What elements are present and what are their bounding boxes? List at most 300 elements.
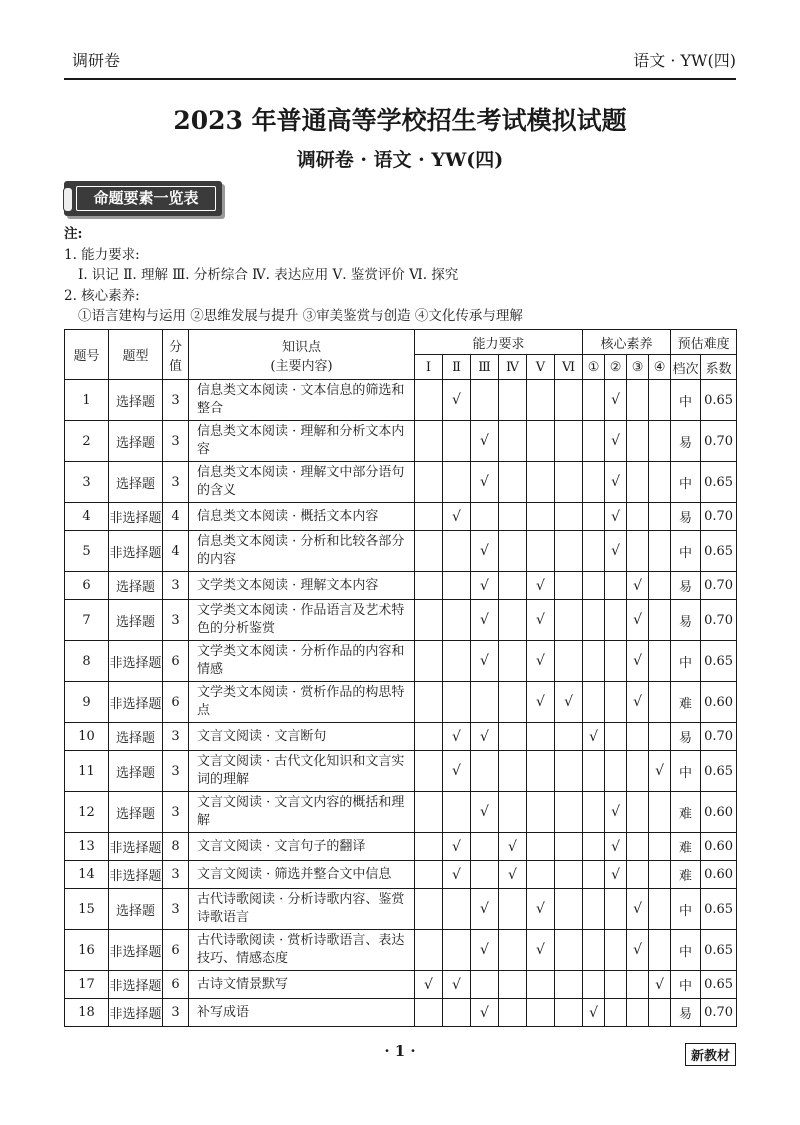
col-header-coef: 系数 bbox=[701, 355, 737, 380]
cell-level: 中 bbox=[671, 889, 701, 930]
cell-no: 16 bbox=[65, 930, 109, 971]
cell-core-1 bbox=[583, 833, 605, 861]
cell-core-4 bbox=[649, 792, 671, 833]
cell-core-1 bbox=[583, 462, 605, 503]
cell-no: 18 bbox=[65, 999, 109, 1027]
cell-coef: 0.65 bbox=[701, 380, 737, 421]
cell-knowledge: 文学类文本阅读 · 作品语言及艺术特色的分析鉴赏 bbox=[189, 600, 415, 641]
cell-ability-1 bbox=[415, 751, 443, 792]
cell-ability-3 bbox=[471, 930, 499, 971]
cell-no: 10 bbox=[65, 723, 109, 751]
table-row bbox=[65, 641, 737, 682]
cell-ability-5 bbox=[527, 792, 555, 833]
cell-ability-2 bbox=[443, 380, 471, 421]
cell-knowledge: 古代诗歌阅读 · 分析诗歌内容、鉴赏诗歌语言 bbox=[189, 889, 415, 930]
cell-no: 9 bbox=[65, 682, 109, 723]
cell-ability-5 bbox=[527, 641, 555, 682]
ability-col-6: Ⅵ bbox=[555, 355, 583, 380]
cell-score: 6 bbox=[163, 682, 189, 723]
cell-ability-3 bbox=[471, 723, 499, 751]
cell-score: 3 bbox=[163, 421, 189, 462]
check-mark-icon: √ bbox=[452, 392, 461, 408]
core-items: ①语言建构与运用 ②思维发展与提升 ③审美鉴赏与创造 ④文化传承与理解 bbox=[78, 308, 523, 324]
cell-score: 3 bbox=[163, 889, 189, 930]
cell-type: 非选择题 bbox=[109, 971, 163, 999]
check-mark-icon: √ bbox=[452, 508, 461, 525]
cell-ability-5 bbox=[527, 380, 555, 421]
cell-level: 易 bbox=[671, 572, 701, 600]
cell-knowledge: 文言文阅读 · 古代文化知识和文言实词的理解 bbox=[189, 751, 415, 792]
cell-ability-3 bbox=[471, 971, 499, 999]
cell-ability-5 bbox=[527, 751, 555, 792]
cell-ability-6 bbox=[555, 792, 583, 833]
cell-ability-6 bbox=[555, 421, 583, 462]
table-row bbox=[65, 600, 737, 641]
cell-no: 2 bbox=[65, 421, 109, 462]
cell-core-2 bbox=[605, 421, 627, 462]
cell-knowledge: 信息类文本阅读 · 文本信息的筛选和整合 bbox=[189, 380, 415, 421]
col-header-knowledge bbox=[189, 330, 415, 380]
cell-type: 非选择题 bbox=[109, 641, 163, 682]
cell-core-2 bbox=[605, 999, 627, 1027]
cell-ability-5 bbox=[527, 531, 555, 572]
ability-col-2: Ⅱ bbox=[443, 355, 471, 380]
cell-score: 6 bbox=[163, 930, 189, 971]
cell-ability-2 bbox=[443, 833, 471, 861]
cell-score: 6 bbox=[163, 641, 189, 682]
cell-no: 14 bbox=[65, 861, 109, 889]
check-mark-icon: √ bbox=[611, 866, 620, 883]
cell-core-4 bbox=[649, 833, 671, 861]
scroll-icon bbox=[63, 187, 73, 212]
core-col-1: ① bbox=[583, 355, 605, 380]
check-mark-icon: √ bbox=[633, 653, 642, 669]
cell-core-3 bbox=[627, 462, 649, 503]
cell-score: 4 bbox=[163, 503, 189, 531]
col-header-core: 核心素养 bbox=[583, 330, 671, 355]
table-row bbox=[65, 930, 737, 971]
cell-core-4 bbox=[649, 380, 671, 421]
cell-ability-6 bbox=[555, 572, 583, 600]
cell-knowledge: 信息类文本阅读 · 概括文本内容 bbox=[189, 503, 415, 531]
table-row bbox=[65, 503, 737, 531]
cell-core-4 bbox=[649, 861, 671, 889]
cell-ability-4 bbox=[499, 723, 527, 751]
table-row bbox=[65, 971, 737, 999]
cell-score: 8 bbox=[163, 833, 189, 861]
cell-core-4 bbox=[649, 462, 671, 503]
cell-core-2 bbox=[605, 682, 627, 723]
cell-core-1 bbox=[583, 531, 605, 572]
cell-core-3 bbox=[627, 641, 649, 682]
cell-score: 3 bbox=[163, 723, 189, 751]
table-row bbox=[65, 531, 737, 572]
cell-level: 难 bbox=[671, 682, 701, 723]
check-mark-icon: √ bbox=[452, 838, 461, 855]
cell-level: 易 bbox=[671, 600, 701, 641]
cell-core-4 bbox=[649, 641, 671, 682]
cell-core-3 bbox=[627, 792, 649, 833]
check-mark-icon: √ bbox=[611, 474, 620, 490]
cell-ability-4 bbox=[499, 531, 527, 572]
cell-ability-2 bbox=[443, 421, 471, 462]
cell-level: 中 bbox=[671, 641, 701, 682]
cell-ability-6 bbox=[555, 723, 583, 751]
cell-type: 选择题 bbox=[109, 723, 163, 751]
check-mark-icon: √ bbox=[452, 976, 461, 993]
col-header-type: 题型 bbox=[109, 330, 163, 380]
cell-level: 易 bbox=[671, 421, 701, 462]
cell-core-2 bbox=[605, 572, 627, 600]
cell-coef: 0.70 bbox=[701, 503, 737, 531]
cell-type: 选择题 bbox=[109, 751, 163, 792]
cell-ability-5 bbox=[527, 889, 555, 930]
cell-ability-1 bbox=[415, 723, 443, 751]
page-title: 2023 年普通高等学校招生考试模拟试题 bbox=[173, 106, 627, 135]
cell-level: 中 bbox=[671, 971, 701, 999]
cell-ability-1 bbox=[415, 641, 443, 682]
cell-ability-4 bbox=[499, 861, 527, 889]
check-mark-icon: √ bbox=[564, 694, 573, 710]
exam-elements-table bbox=[64, 329, 737, 1027]
cell-core-1 bbox=[583, 889, 605, 930]
cell-ability-5 bbox=[527, 999, 555, 1027]
cell-coef: 0.70 bbox=[701, 572, 737, 600]
cell-ability-2 bbox=[443, 723, 471, 751]
col-header-level: 档次 bbox=[671, 355, 701, 380]
check-mark-icon: √ bbox=[480, 433, 489, 449]
check-mark-icon: √ bbox=[508, 838, 517, 855]
cell-knowledge: 文学类文本阅读 · 理解文本内容 bbox=[189, 572, 415, 600]
check-mark-icon: √ bbox=[536, 901, 545, 917]
cell-coef: 0.65 bbox=[701, 462, 737, 503]
check-mark-icon: √ bbox=[611, 543, 620, 559]
table-row bbox=[65, 421, 737, 462]
check-mark-icon: √ bbox=[536, 942, 545, 958]
cell-coef: 0.65 bbox=[701, 971, 737, 999]
check-mark-icon: √ bbox=[480, 653, 489, 669]
cell-ability-5 bbox=[527, 421, 555, 462]
check-mark-icon: √ bbox=[480, 901, 489, 917]
check-mark-icon: √ bbox=[633, 942, 642, 958]
knowledge-title: 知识点 bbox=[281, 339, 321, 355]
cell-ability-4 bbox=[499, 682, 527, 723]
cell-ability-3 bbox=[471, 682, 499, 723]
cell-type: 非选择题 bbox=[109, 682, 163, 723]
cell-ability-4 bbox=[499, 751, 527, 792]
cell-core-2 bbox=[605, 641, 627, 682]
cell-ability-4 bbox=[499, 503, 527, 531]
cell-ability-5 bbox=[527, 462, 555, 503]
cell-coef: 0.65 bbox=[701, 889, 737, 930]
check-mark-icon: √ bbox=[424, 976, 433, 993]
cell-core-1 bbox=[583, 792, 605, 833]
check-mark-icon: √ bbox=[508, 866, 517, 883]
cell-ability-6 bbox=[555, 503, 583, 531]
cell-ability-3 bbox=[471, 600, 499, 641]
cell-level: 中 bbox=[671, 531, 701, 572]
cell-score: 6 bbox=[163, 971, 189, 999]
cell-score: 3 bbox=[163, 999, 189, 1027]
cell-knowledge: 文言文阅读 · 筛选并整合文中信息 bbox=[189, 861, 415, 889]
cell-ability-2 bbox=[443, 531, 471, 572]
cell-score: 3 bbox=[163, 751, 189, 792]
section-banner-label: 命题要素一览表 bbox=[76, 186, 216, 211]
cell-coef: 0.60 bbox=[701, 833, 737, 861]
cell-level: 中 bbox=[671, 930, 701, 971]
cell-level: 中 bbox=[671, 380, 701, 421]
table-row bbox=[65, 861, 737, 889]
cell-ability-3 bbox=[471, 792, 499, 833]
cell-core-1 bbox=[583, 572, 605, 600]
cell-core-2 bbox=[605, 723, 627, 751]
ability-col-4: Ⅳ bbox=[499, 355, 527, 380]
cell-core-2 bbox=[605, 751, 627, 792]
cell-ability-2 bbox=[443, 930, 471, 971]
cell-coef: 0.65 bbox=[701, 531, 737, 572]
cell-ability-2 bbox=[443, 751, 471, 792]
cell-ability-2 bbox=[443, 641, 471, 682]
cell-no: 11 bbox=[65, 751, 109, 792]
cell-ability-5 bbox=[527, 600, 555, 641]
check-mark-icon: √ bbox=[536, 612, 545, 628]
check-mark-icon: √ bbox=[452, 728, 461, 745]
cell-core-4 bbox=[649, 999, 671, 1027]
cell-ability-1 bbox=[415, 380, 443, 421]
cell-level: 易 bbox=[671, 723, 701, 751]
col-header-difficulty: 预估难度 bbox=[671, 330, 737, 355]
cell-ability-5 bbox=[527, 861, 555, 889]
cell-ability-4 bbox=[499, 641, 527, 682]
cell-core-4 bbox=[649, 572, 671, 600]
cell-ability-6 bbox=[555, 641, 583, 682]
cell-core-3 bbox=[627, 682, 649, 723]
cell-no: 8 bbox=[65, 641, 109, 682]
cell-level: 难 bbox=[671, 861, 701, 889]
core-col-4: ④ bbox=[649, 355, 671, 380]
cell-ability-5 bbox=[527, 930, 555, 971]
cell-core-1 bbox=[583, 751, 605, 792]
cell-type: 选择题 bbox=[109, 380, 163, 421]
table-row bbox=[65, 572, 737, 600]
check-mark-icon: √ bbox=[480, 804, 489, 820]
cell-core-3 bbox=[627, 421, 649, 462]
cell-type: 非选择题 bbox=[109, 861, 163, 889]
ability-col-3: Ⅲ bbox=[471, 355, 499, 380]
cell-ability-5 bbox=[527, 723, 555, 751]
header-left: 调研卷 bbox=[72, 51, 121, 70]
cell-core-3 bbox=[627, 572, 649, 600]
cell-ability-1 bbox=[415, 930, 443, 971]
cell-ability-5 bbox=[527, 572, 555, 600]
cell-ability-1 bbox=[415, 999, 443, 1027]
cell-coef: 0.70 bbox=[701, 600, 737, 641]
notes-label: 注: bbox=[64, 226, 83, 242]
cell-core-4 bbox=[649, 600, 671, 641]
cell-ability-5 bbox=[527, 971, 555, 999]
cell-ability-2 bbox=[443, 889, 471, 930]
table-row bbox=[65, 792, 737, 833]
cell-ability-3 bbox=[471, 421, 499, 462]
ability-col-1: Ⅰ bbox=[415, 355, 443, 380]
cell-no: 1 bbox=[65, 380, 109, 421]
cell-type: 非选择题 bbox=[109, 930, 163, 971]
cell-type: 非选择题 bbox=[109, 833, 163, 861]
cell-knowledge: 信息类文本阅读 · 理解文中部分语句的含义 bbox=[189, 462, 415, 503]
cell-ability-2 bbox=[443, 462, 471, 503]
cell-coef: 0.70 bbox=[701, 421, 737, 462]
cell-no: 3 bbox=[65, 462, 109, 503]
cell-core-1 bbox=[583, 723, 605, 751]
cell-ability-1 bbox=[415, 462, 443, 503]
cell-ability-4 bbox=[499, 421, 527, 462]
cell-core-4 bbox=[649, 751, 671, 792]
cell-level: 中 bbox=[671, 751, 701, 792]
table-row bbox=[65, 723, 737, 751]
col-header-no: 题号 bbox=[65, 330, 109, 380]
cell-core-2 bbox=[605, 833, 627, 861]
cell-knowledge: 补写成语 bbox=[189, 999, 415, 1027]
check-mark-icon: √ bbox=[589, 728, 598, 745]
cell-core-3 bbox=[627, 503, 649, 531]
cell-coef: 0.70 bbox=[701, 723, 737, 751]
cell-ability-3 bbox=[471, 861, 499, 889]
cell-ability-1 bbox=[415, 421, 443, 462]
table-row bbox=[65, 462, 737, 503]
notes bbox=[64, 224, 523, 327]
cell-type: 选择题 bbox=[109, 572, 163, 600]
cell-ability-3 bbox=[471, 751, 499, 792]
cell-ability-5 bbox=[527, 833, 555, 861]
cell-ability-2 bbox=[443, 572, 471, 600]
ability-col-5: Ⅴ bbox=[527, 355, 555, 380]
cell-ability-2 bbox=[443, 861, 471, 889]
header-right: 语文 · YW(四) bbox=[633, 51, 736, 70]
cell-coef: 0.65 bbox=[701, 641, 737, 682]
cell-core-2 bbox=[605, 792, 627, 833]
header-rule bbox=[64, 78, 736, 80]
cell-ability-2 bbox=[443, 682, 471, 723]
cell-core-3 bbox=[627, 723, 649, 751]
cell-core-2 bbox=[605, 889, 627, 930]
cell-core-2 bbox=[605, 503, 627, 531]
cell-ability-6 bbox=[555, 971, 583, 999]
cell-ability-2 bbox=[443, 999, 471, 1027]
cell-type: 选择题 bbox=[109, 600, 163, 641]
cell-core-4 bbox=[649, 723, 671, 751]
cell-level: 难 bbox=[671, 792, 701, 833]
cell-score: 3 bbox=[163, 572, 189, 600]
cell-level: 难 bbox=[671, 833, 701, 861]
check-mark-icon: √ bbox=[480, 728, 489, 745]
check-mark-icon: √ bbox=[655, 763, 665, 779]
cell-coef: 0.60 bbox=[701, 682, 737, 723]
cell-ability-2 bbox=[443, 971, 471, 999]
cell-ability-4 bbox=[499, 380, 527, 421]
cell-core-1 bbox=[583, 503, 605, 531]
cell-ability-6 bbox=[555, 531, 583, 572]
cell-ability-6 bbox=[555, 462, 583, 503]
cell-ability-3 bbox=[471, 572, 499, 600]
cell-core-1 bbox=[583, 600, 605, 641]
cell-core-4 bbox=[649, 503, 671, 531]
cell-ability-5 bbox=[527, 682, 555, 723]
table-row bbox=[65, 682, 737, 723]
cell-core-1 bbox=[583, 421, 605, 462]
cell-ability-1 bbox=[415, 792, 443, 833]
cell-core-1 bbox=[583, 380, 605, 421]
cell-ability-1 bbox=[415, 572, 443, 600]
cell-ability-1 bbox=[415, 600, 443, 641]
check-mark-icon: √ bbox=[633, 612, 642, 628]
cell-core-4 bbox=[649, 531, 671, 572]
cell-type: 非选择题 bbox=[109, 531, 163, 572]
cell-core-4 bbox=[649, 682, 671, 723]
cell-ability-3 bbox=[471, 531, 499, 572]
cell-ability-1 bbox=[415, 833, 443, 861]
cell-no: 4 bbox=[65, 503, 109, 531]
cell-ability-3 bbox=[471, 503, 499, 531]
cell-ability-3 bbox=[471, 380, 499, 421]
check-mark-icon: √ bbox=[536, 694, 545, 710]
cell-core-1 bbox=[583, 641, 605, 682]
cell-ability-3 bbox=[471, 462, 499, 503]
cell-knowledge: 文言文阅读 · 文言文内容的概括和理解 bbox=[189, 792, 415, 833]
cell-ability-6 bbox=[555, 930, 583, 971]
cell-type: 选择题 bbox=[109, 421, 163, 462]
cell-knowledge: 文言文阅读 · 文言句子的翻译 bbox=[189, 833, 415, 861]
cell-core-3 bbox=[627, 751, 649, 792]
cell-type: 非选择题 bbox=[109, 503, 163, 531]
cell-ability-3 bbox=[471, 889, 499, 930]
check-mark-icon: √ bbox=[611, 838, 620, 855]
check-mark-icon: √ bbox=[655, 976, 665, 993]
page-number: · 1 · bbox=[384, 1042, 416, 1060]
cell-ability-4 bbox=[499, 999, 527, 1027]
table-row bbox=[65, 751, 737, 792]
check-mark-icon: √ bbox=[611, 804, 620, 820]
cell-core-2 bbox=[605, 930, 627, 971]
cell-core-3 bbox=[627, 600, 649, 641]
cell-core-4 bbox=[649, 421, 671, 462]
cell-core-2 bbox=[605, 462, 627, 503]
cell-score: 3 bbox=[163, 600, 189, 641]
edition-tag: 新教材 bbox=[685, 1043, 736, 1066]
cell-knowledge: 古诗文情景默写 bbox=[189, 971, 415, 999]
core-heading: 2. 核心素养: bbox=[64, 287, 140, 304]
cell-ability-6 bbox=[555, 600, 583, 641]
cell-level: 易 bbox=[671, 503, 701, 531]
table-row bbox=[65, 999, 737, 1027]
cell-coef: 0.70 bbox=[701, 999, 737, 1027]
cell-core-4 bbox=[649, 889, 671, 930]
cell-core-2 bbox=[605, 971, 627, 999]
cell-knowledge: 信息类文本阅读 · 理解和分析文本内容 bbox=[189, 421, 415, 462]
check-mark-icon: √ bbox=[633, 577, 642, 594]
table-row bbox=[65, 380, 737, 421]
cell-ability-1 bbox=[415, 682, 443, 723]
cell-ability-4 bbox=[499, 930, 527, 971]
cell-ability-6 bbox=[555, 751, 583, 792]
cell-score: 3 bbox=[163, 792, 189, 833]
cell-core-2 bbox=[605, 861, 627, 889]
cell-core-2 bbox=[605, 600, 627, 641]
table-body bbox=[65, 380, 737, 1027]
check-mark-icon: √ bbox=[452, 763, 461, 779]
cell-no: 13 bbox=[65, 833, 109, 861]
cell-core-1 bbox=[583, 999, 605, 1027]
cell-core-1 bbox=[583, 861, 605, 889]
